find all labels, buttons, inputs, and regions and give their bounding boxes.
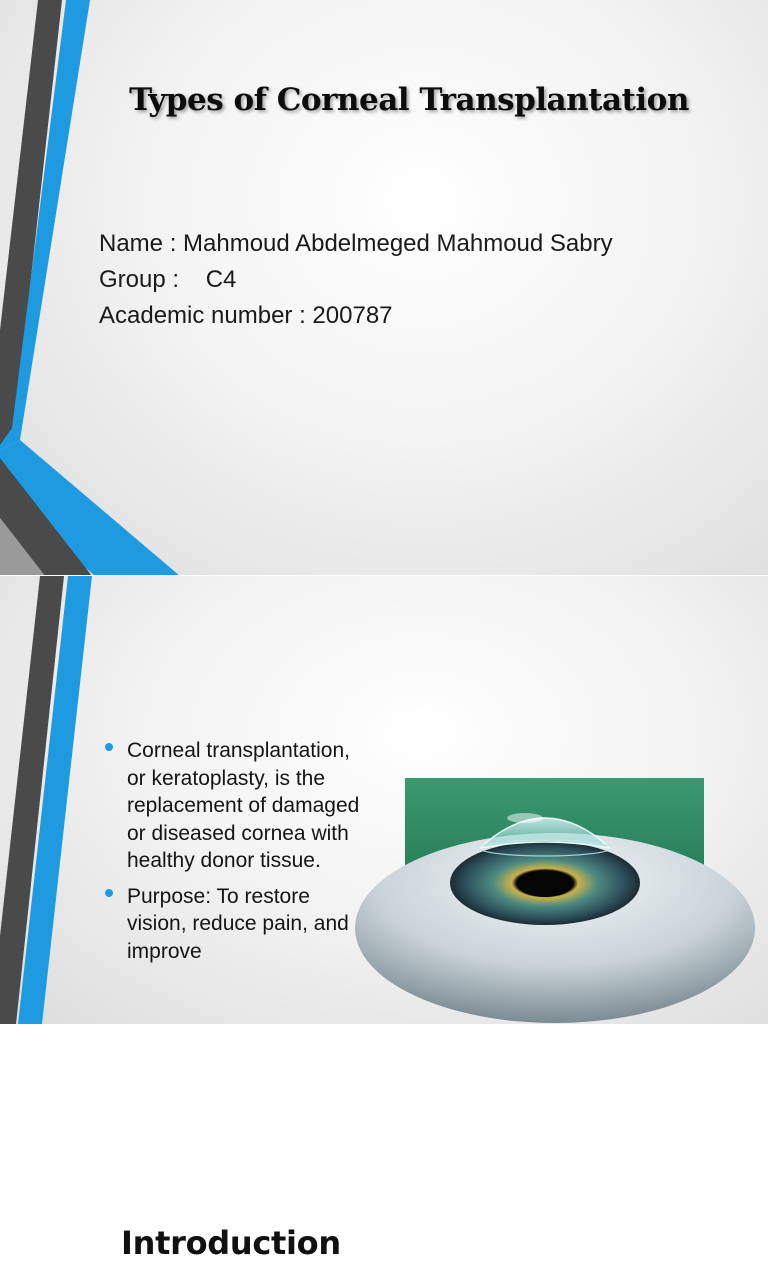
slide-2-decoration xyxy=(0,576,120,1024)
group-line: Group : C4 xyxy=(99,266,237,293)
slide-2-title: Introduction xyxy=(121,1224,341,1262)
academic-number-line: Academic number : 200787 xyxy=(99,302,393,329)
bullet-dot-icon xyxy=(105,743,113,751)
bullet-text: Purpose: To restore vision, reduce pain, and improve xyxy=(127,884,349,963)
title-slide xyxy=(0,0,768,576)
eye-contact-lens-illustration-icon xyxy=(405,778,704,925)
slide-1-title: Types of Corneal Transplantation xyxy=(129,82,689,118)
eye-contact-lens-image xyxy=(405,778,704,925)
bullet-item xyxy=(105,883,365,966)
pupil xyxy=(517,871,573,897)
name-line: Name : Mahmoud Abdelmeged Mahmoud Sabry xyxy=(99,230,613,257)
student-info xyxy=(99,226,613,334)
lens-highlight xyxy=(507,813,543,823)
bullet-item xyxy=(105,737,365,875)
intro-bullet-list xyxy=(105,737,365,973)
bullet-dot-icon xyxy=(105,889,113,897)
bullet-text: Corneal transplantation, or keratoplasty, is the replacement of damaged or diseased cornea with healthy donor tissue. xyxy=(127,739,360,872)
